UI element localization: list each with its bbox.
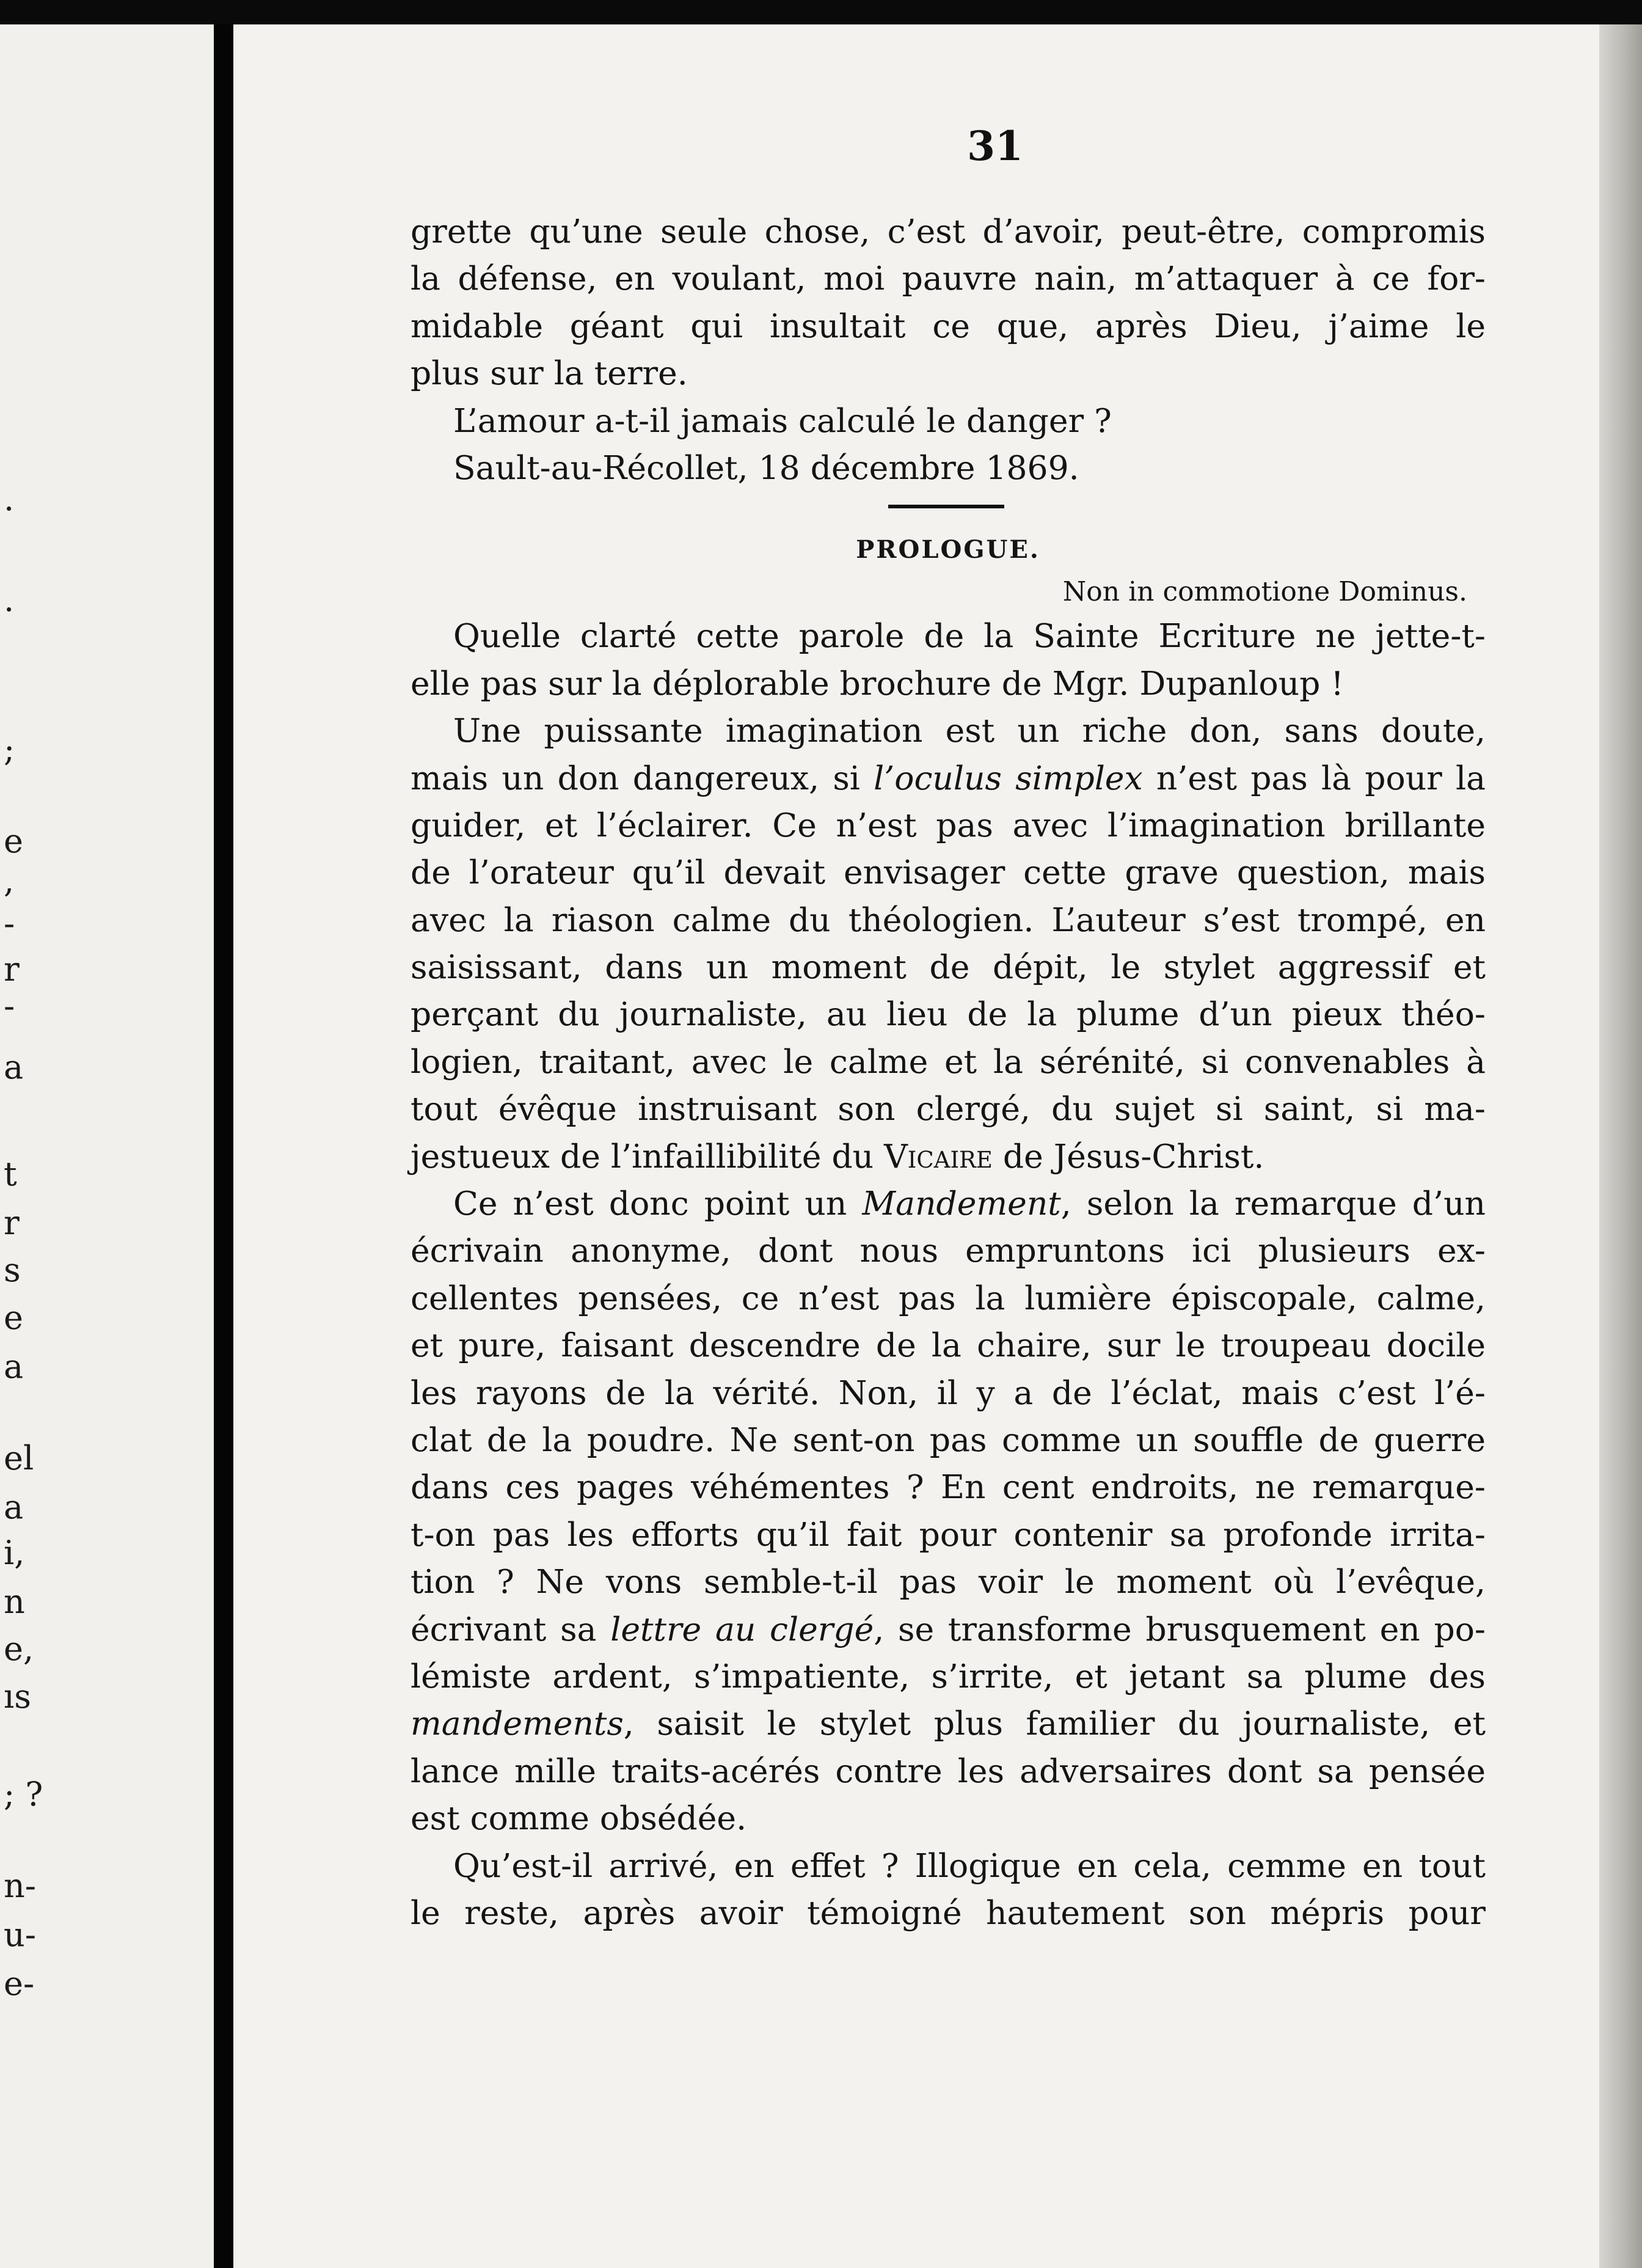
fragment: t (4, 1155, 17, 1193)
text-line: plus sur la terre. (410, 354, 688, 393)
section-divider (410, 491, 1486, 528)
fragment: - (4, 904, 15, 943)
text-line: la défense, en voulant, moi pauvre nain, m’attaquer à ce for- (410, 259, 1486, 298)
fragment: ; ? (4, 1775, 43, 1813)
fragment: ıs (4, 1677, 31, 1716)
italic-term: lettre au clergé (610, 1609, 874, 1648)
text-line: de l’orateur qu’il devait envisager cette grave question, mais (410, 853, 1486, 892)
text-line: et pure, faisant descendre de la chaire, sur le troupeau docile (410, 1326, 1486, 1365)
fragment: , (4, 861, 15, 900)
text-line (410, 1180, 1486, 1227)
text-line: cellentes pensées, ce n’est pas la lumière épiscopale, calme, (410, 1278, 1486, 1317)
text-line: tion ? Ne vons semble-t-il pas voir le moment où l’evêque, (410, 1562, 1486, 1601)
scan-top-border (0, 0, 1642, 24)
text-line: saisissant, dans un moment de dépit, le stylet aggressif et (410, 948, 1486, 987)
signature-line: Sault-au-Récollet, 18 décembre 1869. (453, 448, 1079, 487)
fragment: el (4, 1439, 34, 1477)
divider-rule (888, 505, 1004, 508)
fragment: n- (4, 1867, 37, 1905)
fragment: - (4, 987, 15, 1025)
text-run: , selon la remarque d’un (1060, 1184, 1486, 1223)
text-run: écrivant sa (410, 1609, 611, 1648)
page-number: 31 (967, 122, 1023, 170)
text-run: Ce n’est donc point un (453, 1184, 863, 1223)
text-line: écrivain anonyme, dont nous empruntons ici plusieurs ex- (410, 1231, 1486, 1270)
fragment: ; (4, 730, 15, 769)
fragment: a (4, 1488, 24, 1526)
text-line: L’amour a-t-il jamais calculé le danger ? (453, 401, 1112, 440)
book-gutter (214, 24, 233, 2268)
text-line: grette qu’une seule chose, c’est d’avoir, peut-être, compromis (410, 212, 1486, 251)
text-line: Une puissante imagination est un riche don, sans doute, (453, 711, 1486, 750)
text-line: Qu’est-il arrivé, en effet ? Illogique en cela, cemme en tout (453, 1846, 1486, 1885)
text-run: mais un don dangereux, si (410, 758, 874, 797)
text-line: dans ces pages véhémentes ? En cent endroits, ne remarque- (410, 1468, 1486, 1507)
text-line: le reste, après avoir témoigné hautement son mépris pour (410, 1893, 1486, 1932)
italic-term: mandements (410, 1704, 624, 1743)
fragment: i, (4, 1534, 25, 1572)
text-line: midable géant qui insultait ce que, après Dieu, j’aime le (410, 306, 1486, 345)
text-line: Quelle clarté cette parole de la Sainte Ecriture ne jette-t- (453, 616, 1486, 656)
epigraph: Non in commotione Dominus. (1062, 576, 1467, 608)
facing-page-text-fragments (0, 24, 214, 2268)
text-line: lémiste ardent, s’impatiente, s’irrite, et jetant sa plume des (410, 1656, 1486, 1696)
text-line: clat de la poudre. Ne sent-on pas comme un souffle de guerre (410, 1420, 1486, 1459)
text-line: les rayons de la vérité. Non, il y a de l’éclat, mais c’est l’é- (410, 1373, 1486, 1412)
fragment: a (4, 1048, 24, 1086)
text-line: guider, et l’éclairer. Ce n’est pas avec l’imagination brillante (410, 805, 1486, 844)
book-page (233, 24, 1642, 2268)
fragment: e- (4, 1964, 35, 2003)
text-line: perçant du journaliste, au lieu de la plume d’un pieux théo- (410, 995, 1486, 1034)
fragment: . (4, 480, 15, 518)
fragment: e, (4, 1630, 34, 1668)
small-caps-term: Vicaire (884, 1136, 993, 1176)
fragment: e (4, 822, 23, 860)
fragment: s (4, 1251, 21, 1289)
fragment: u- (4, 1915, 37, 1954)
text-line (410, 1606, 1486, 1653)
text-run: n’est pas là pour la (1142, 758, 1486, 797)
text-line: logien, traitant, avec le calme et la sérénité, si convenables à (410, 1042, 1486, 1081)
fragment: a (4, 1347, 24, 1386)
text-line: avec la riason calme du théologien. L’auteur s’est trompé, en (410, 900, 1486, 939)
text-run: , saisit le stylet plus familier du journaliste, et (623, 1704, 1486, 1743)
fragment: n (4, 1582, 25, 1621)
text-run: de Jésus-Christ. (992, 1136, 1264, 1176)
text-line: est comme obsédée. (410, 1799, 747, 1838)
section-title: PROLOGUE. (856, 535, 1040, 565)
page-edge-shadow (1599, 24, 1642, 2268)
text-line: lance mille traits-acérés contre les adversaires dont sa pensée (410, 1751, 1486, 1790)
facing-page-edge (0, 24, 214, 2268)
text-run: jestueux de l’infaillibilité du (410, 1136, 885, 1176)
text-run: , se transforme brusquement en po- (874, 1609, 1486, 1648)
fragment: r (4, 1204, 20, 1242)
page-text (410, 208, 1486, 1936)
text-line: elle pas sur la déplorable brochure de Mgr. Dupanloup ! (410, 664, 1344, 703)
fragment: r (4, 950, 20, 989)
fragment: e (4, 1298, 23, 1337)
text-line (410, 1700, 1486, 1747)
italic-term: l’oculus simplex (874, 758, 1143, 797)
fragment: . (4, 580, 15, 619)
text-line: t-on pas les efforts qu’il fait pour contenir sa profonde irrita- (410, 1515, 1486, 1554)
italic-term: Mandement (862, 1184, 1061, 1223)
text-line (410, 755, 1486, 802)
text-line: tout évêque instruisant son clergé, du sujet si saint, si ma- (410, 1089, 1486, 1129)
text-line (410, 1133, 1486, 1180)
